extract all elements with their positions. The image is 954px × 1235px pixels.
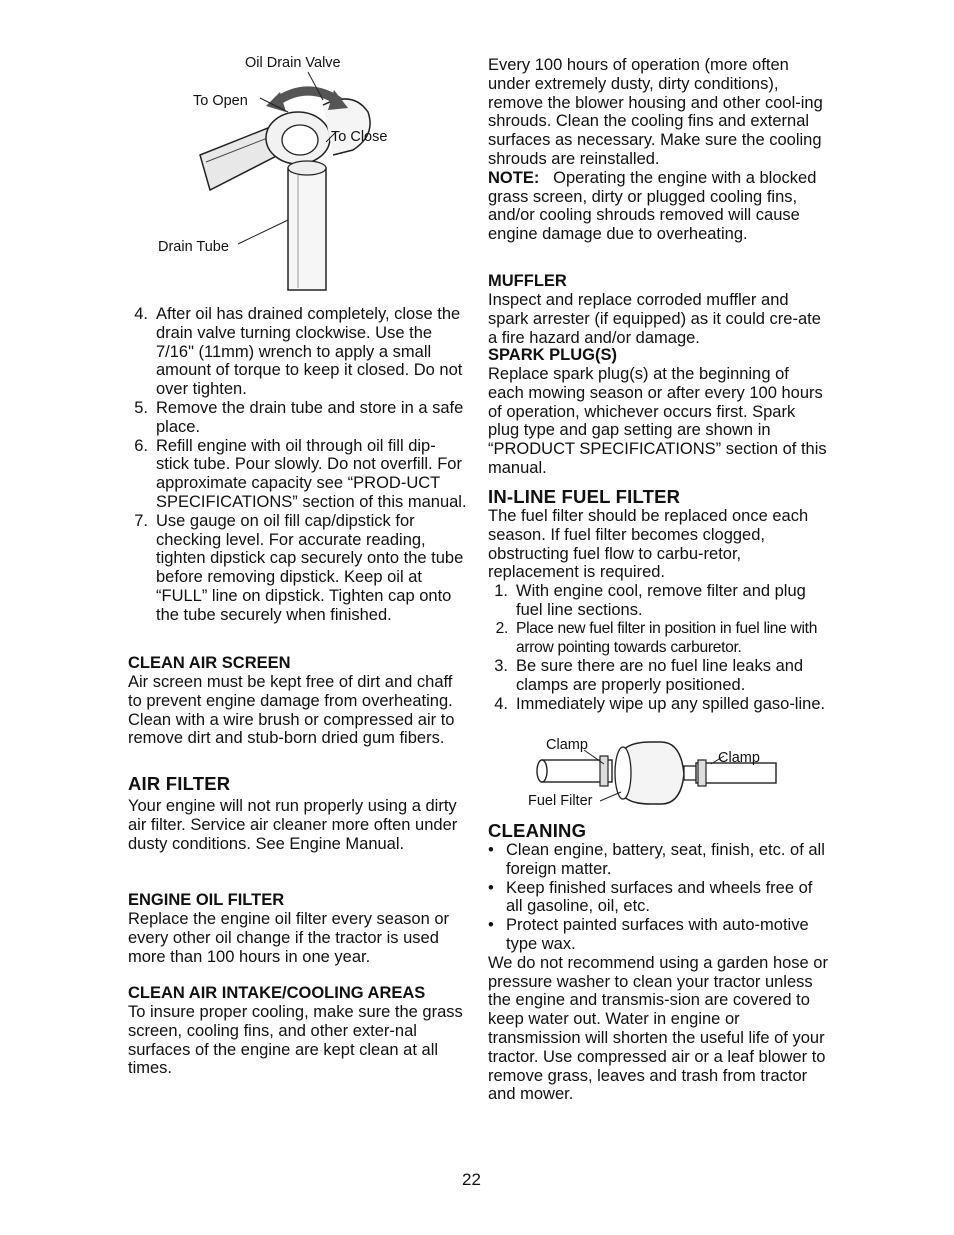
bullet-text: Keep finished surfaces and wheels free of all gasoline, oil, etc.	[506, 878, 813, 916]
step-text: Place new fuel filter in position in fuel line with arrow pointing towards carburetor.	[516, 619, 818, 656]
list-item	[128, 305, 468, 399]
cleaning-bullets	[488, 841, 828, 954]
section-heading: IN-LINE FUEL FILTER	[488, 486, 681, 507]
air-filter-section	[128, 773, 468, 853]
note-paragraph	[488, 169, 828, 244]
step-text: Be sure there are no fuel line leaks and clamps are properly positioned.	[516, 657, 804, 695]
list-item	[128, 512, 468, 625]
section-text: Replace spark plug(s) at the beginning of each mowing season or after every 100 hours of operation, whichever occurs first. Spark plug type and gap setting are shown in “PRODUCT SPECIFICATIONS” section of this manual.	[488, 365, 827, 477]
section-heading: CLEAN AIR INTAKE/COOLING AREAS	[128, 984, 426, 1002]
section-text: Your engine will not run properly using a dirty air filter. Service air cleaner more often under dusty conditions. See Engine Manual.	[128, 797, 458, 853]
section-text: We do not recommend using a garden hose or pressure washer to clean your tractor unless the engine and transmis-sion are covered to keep water out. Water in engine or transmission will shorten the useful life of your tractor. Use compressed air or a leaf blower to remove grass, leaves and trash from tractor and mower.	[488, 953, 828, 1104]
section-heading: CLEANING	[488, 820, 587, 841]
list-item	[128, 437, 468, 512]
step-text: With engine cool, remove filter and plug fuel line sections.	[516, 582, 806, 619]
list-item	[488, 657, 828, 695]
step-text: Immediately wipe up any spilled gaso-line.	[516, 694, 826, 713]
clean-air-screen-section	[128, 654, 468, 748]
section-text: Air screen must be kept free of dirt and chaff to prevent engine damage from overheating. Clean with a wire brush or compressed air to remove dirt and stub-born dried gum fibers.	[128, 673, 455, 748]
list-item	[488, 695, 828, 714]
note-text: Operating the engine with a blocked grass screen, dirty or plugged cooling fins, and/or cooling shrouds removed will cause engine damage due to overheating.	[488, 168, 817, 244]
cleaning-section	[488, 820, 828, 1104]
section-text: To insure proper cooling, make sure the grass screen, cooling fins, and other exter-nal surfaces of the engine are kept clean at all times.	[128, 1003, 463, 1078]
spark-plug-section	[488, 346, 828, 478]
step-text: After oil has drained completely, close the drain valve turning clockwise. Use the 7/16" (11mm) wrench to apply a small amount of torque to keep it closed. Do not over tighten.	[156, 305, 463, 399]
list-item	[128, 399, 468, 437]
step-number: 2.	[495, 619, 508, 637]
oil-drain-valve-label: Oil Drain Valve	[245, 55, 341, 71]
fuel-filter-label: Fuel Filter	[528, 793, 593, 809]
section-text: Replace the engine oil filter every season or every other oil change if the tractor is used more than 100 hours in one year.	[128, 910, 450, 966]
cooling-intro	[488, 56, 828, 244]
engine-oil-filter-section	[128, 891, 468, 966]
step-number: 4.	[494, 694, 508, 713]
list-item: • Protect painted surfaces with auto-motive type wax.	[488, 916, 809, 953]
bullet-text: Protect painted surfaces with auto-motive type wax.	[506, 916, 809, 953]
step-number: 4.	[134, 305, 148, 323]
fuel-filter-steps	[488, 582, 828, 714]
step-number: 1.	[494, 582, 508, 601]
step-number: 5.	[134, 398, 148, 417]
step-text: Refill engine with oil through oil fill dip-stick tube. Pour slowly. Do not overfill. For approximate capacity see “PROD-UCT SPECIFICATIONS” section of this manual.	[156, 436, 467, 511]
section-heading: AIR FILTER	[128, 773, 231, 794]
list-item: • Keep finished surfaces and wheels free of all gasoline, oil, etc.	[488, 878, 813, 916]
clean-air-intake-section	[128, 984, 470, 1078]
list-item	[488, 582, 828, 620]
clamp-left-label: Clamp	[546, 737, 588, 753]
section-heading: MUFFLER	[488, 272, 567, 290]
section-text: Inspect and replace corroded muffler and spark arrester (if equipped) as it could cre-ate a fire hazard and/or damage.	[488, 291, 821, 347]
drain-tube-label: Drain Tube	[158, 239, 229, 255]
section-heading: ENGINE OIL FILTER	[128, 891, 285, 909]
section-heading: CLEAN AIR SCREEN	[128, 654, 291, 672]
list-item: • Clean engine, battery, seat, finish, etc. of all foreign matter.	[488, 841, 825, 878]
page-number: 22	[462, 1170, 481, 1189]
step-text: Remove the drain tube and store in a safe place.	[156, 398, 464, 436]
fuel-filter-section	[488, 486, 828, 714]
muffler-section	[488, 272, 828, 347]
step-number: 6.	[134, 436, 148, 455]
oil-drain-valve-illustration	[148, 50, 448, 300]
list-item	[488, 620, 828, 658]
to-open-label: To Open	[193, 93, 248, 109]
bullet-text: Clean engine, battery, seat, finish, etc. of all foreign matter.	[506, 841, 825, 878]
oil-change-steps	[128, 305, 468, 625]
note-label: NOTE:	[488, 168, 540, 187]
to-close-label: To Close	[331, 129, 388, 145]
section-heading: SPARK PLUG(S)	[488, 346, 617, 364]
fuel-filter-figure	[526, 734, 786, 814]
step-number: 3.	[494, 657, 508, 676]
clamp-right-label: Clamp	[718, 750, 760, 766]
intro-text: Every 100 hours of operation (more often under extremely dusty, dirty conditions), remove the blower housing and other cool-ing shrouds. Clean the cooling fins and external surfaces as necessary. Make sure the cooling shrouds are reinstalled.	[488, 56, 823, 168]
step-text: Use gauge on oil fill cap/dipstick for checking level. For accurate reading, tighten dipstick cap securely onto the tube before removing dipstick. Keep oil at “FULL” line on dipstick. Tighten cap onto the tube securely when finished.	[156, 511, 464, 624]
step-number: 7.	[134, 511, 148, 530]
oil-drain-valve-figure	[148, 50, 448, 300]
section-text: The fuel filter should be replaced once each season. If fuel filter becomes clogged, obstructing fuel flow to carbu-retor, replacement is required.	[488, 507, 809, 582]
